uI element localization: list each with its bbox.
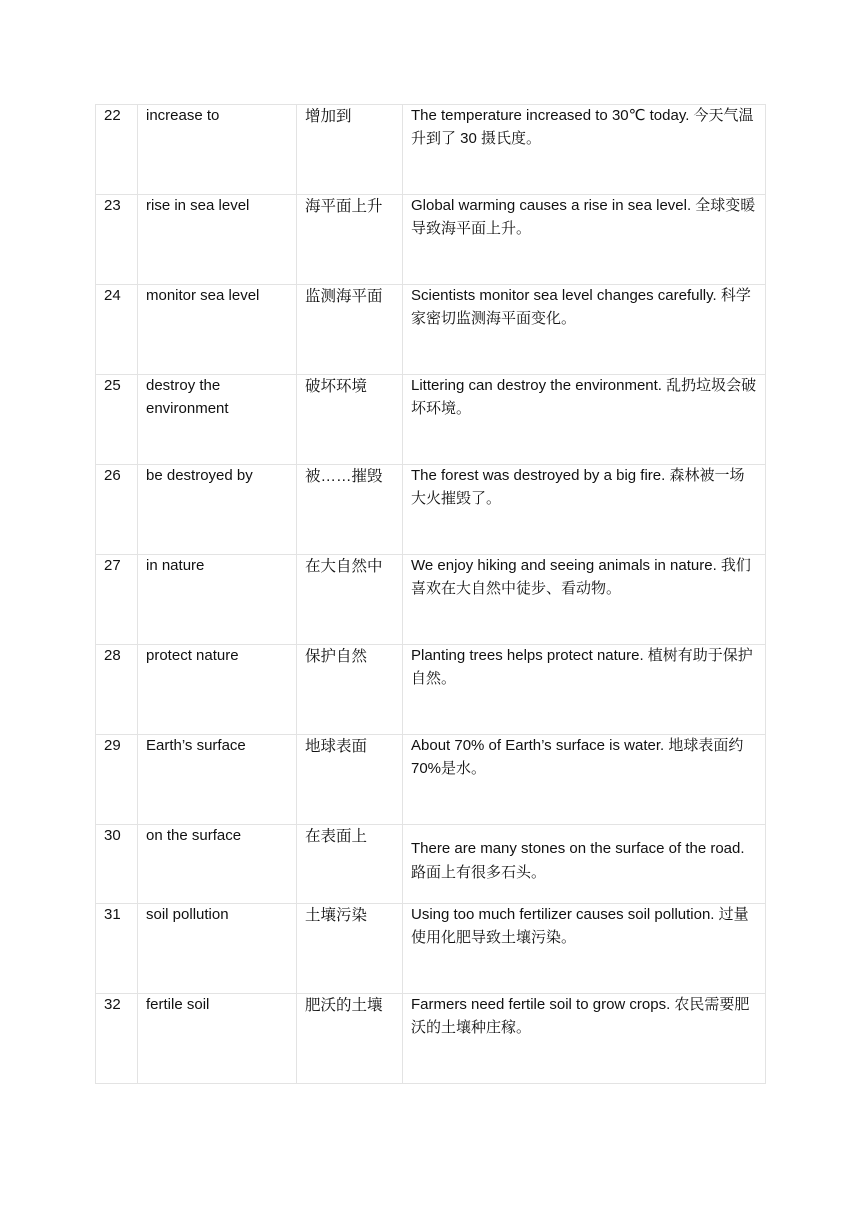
vocabulary-table (95, 104, 766, 1084)
example-sentence: Farmers need fertile soil to grow crops. 农民需要肥沃的土壤种庄稼。 (403, 994, 766, 1084)
row-number: 32 (96, 994, 138, 1084)
row-number: 27 (96, 555, 138, 645)
table-row (96, 904, 766, 994)
row-number: 23 (96, 195, 138, 285)
row-number: 22 (96, 105, 138, 195)
chinese-meaning: 被……摧毁 (297, 465, 403, 555)
example-sentence: The temperature increased to 30℃ today. 今天气温升到了 30 摄氏度。 (403, 105, 766, 195)
english-phrase: rise in sea level (138, 195, 297, 285)
example-sentence: We enjoy hiking and seeing animals in nature. 我们喜欢在大自然中徒步、看动物。 (403, 555, 766, 645)
chinese-meaning: 保护自然 (297, 645, 403, 735)
chinese-meaning: 在表面上 (297, 825, 403, 904)
example-sentence: Scientists monitor sea level changes carefully. 科学家密切监测海平面变化。 (403, 285, 766, 375)
english-phrase: monitor sea level (138, 285, 297, 375)
table-row (96, 465, 766, 555)
chinese-meaning: 海平面上升 (297, 195, 403, 285)
row-number: 29 (96, 735, 138, 825)
table-row (96, 994, 766, 1084)
row-number: 31 (96, 904, 138, 994)
english-phrase: Earth’s surface (138, 735, 297, 825)
table-row (96, 645, 766, 735)
english-phrase: increase to (138, 105, 297, 195)
table-row (96, 375, 766, 465)
chinese-meaning: 肥沃的土壤 (297, 994, 403, 1084)
english-phrase: soil pollution (138, 904, 297, 994)
english-phrase: on the surface (138, 825, 297, 904)
english-phrase: in nature (138, 555, 297, 645)
row-number: 28 (96, 645, 138, 735)
table-row (96, 105, 766, 195)
table-row (96, 195, 766, 285)
english-phrase: protect nature (138, 645, 297, 735)
example-sentence: Using too much fertilizer causes soil pollution. 过量使用化肥导致土壤污染。 (403, 904, 766, 994)
example-sentence: Planting trees helps protect nature. 植树有助于保护自然。 (403, 645, 766, 735)
table-row (96, 735, 766, 825)
example-sentence: About 70% of Earth’s surface is water. 地球表面约 70%是水。 (403, 735, 766, 825)
example-sentence: The forest was destroyed by a big fire. 森林被一场大火摧毁了。 (403, 465, 766, 555)
table-row (96, 285, 766, 375)
chinese-meaning: 地球表面 (297, 735, 403, 825)
chinese-meaning: 增加到 (297, 105, 403, 195)
example-sentence: Littering can destroy the environment. 乱扔垃圾会破坏环境。 (403, 375, 766, 465)
english-phrase: destroy the environment (138, 375, 297, 465)
table-row (96, 555, 766, 645)
english-phrase: fertile soil (138, 994, 297, 1084)
example-sentence: There are many stones on the surface of the road. 路面上有很多石头。 (403, 825, 766, 904)
row-number: 25 (96, 375, 138, 465)
row-number: 26 (96, 465, 138, 555)
english-phrase: be destroyed by (138, 465, 297, 555)
chinese-meaning: 破坏环境 (297, 375, 403, 465)
table-row (96, 825, 766, 904)
row-number: 24 (96, 285, 138, 375)
example-sentence: Global warming causes a rise in sea level. 全球变暖导致海平面上升。 (403, 195, 766, 285)
chinese-meaning: 土壤污染 (297, 904, 403, 994)
chinese-meaning: 在大自然中 (297, 555, 403, 645)
chinese-meaning: 监测海平面 (297, 285, 403, 375)
row-number: 30 (96, 825, 138, 904)
